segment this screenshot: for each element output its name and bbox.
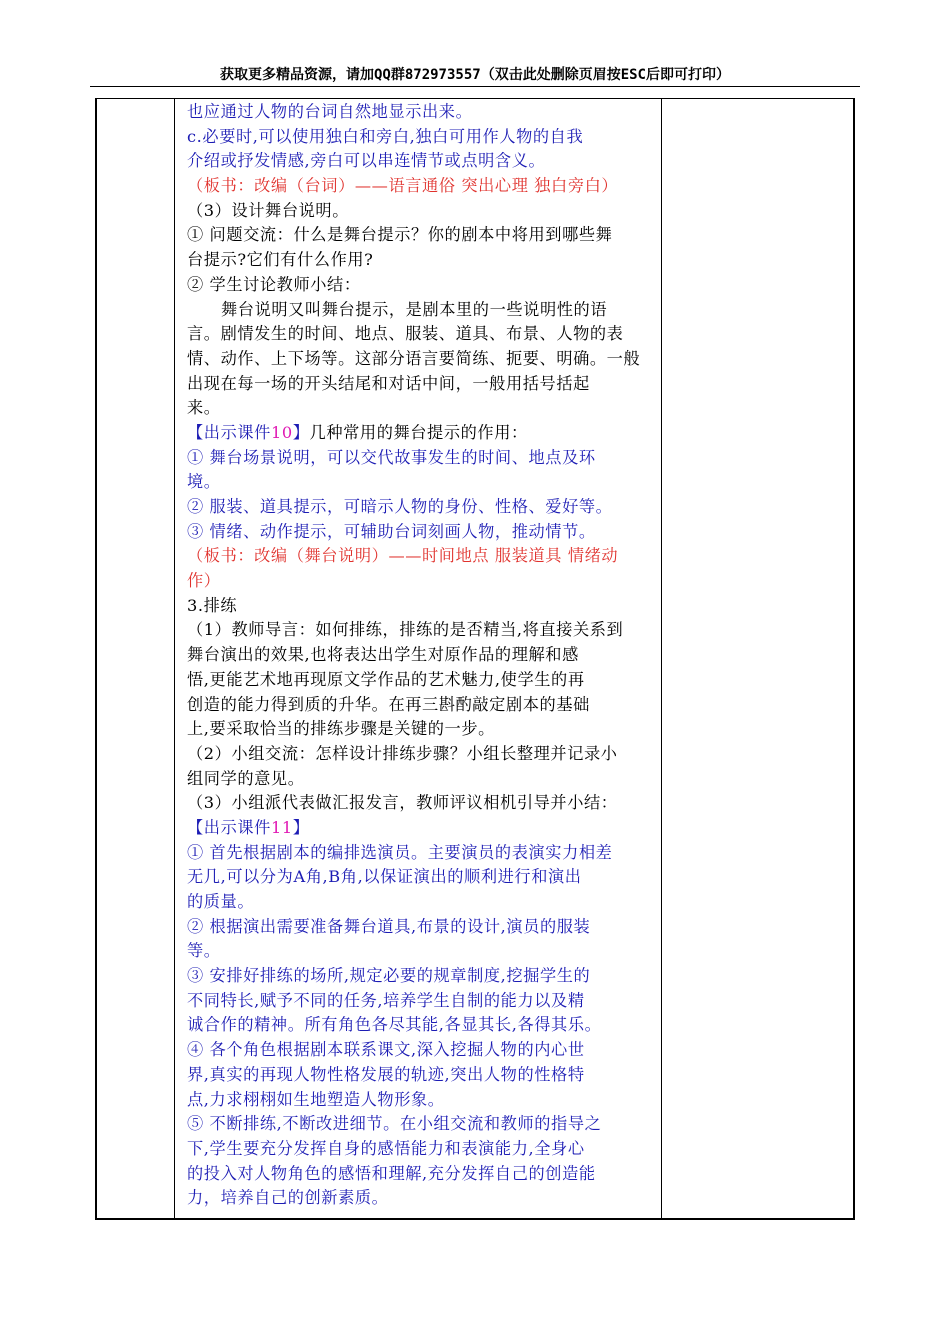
- text-segment: 】: [292, 817, 310, 837]
- text-segment: ① 问题交流：什么是舞台提示？你的剧本中将用到哪些舞: [187, 225, 613, 245]
- table-divider-1: [174, 98, 175, 1220]
- text-line: [187, 964, 762, 989]
- text-line: [187, 1162, 762, 1187]
- text-line: [187, 569, 762, 594]
- table-border-bottom: [95, 1218, 855, 1220]
- text-line: [187, 125, 762, 150]
- text-line: [187, 668, 762, 693]
- text-segment: 舞台说明又叫舞台提示，是剧本里的一些说明性的语: [221, 299, 608, 319]
- text-line: [187, 791, 762, 816]
- text-segment: 上,要采取恰当的排练步骤是关键的一步。: [187, 719, 495, 739]
- lesson-content-cell: [187, 100, 762, 1211]
- text-line: [187, 199, 762, 224]
- text-segment: 台提示?它们有什么作用?: [187, 250, 374, 270]
- text-line: [187, 223, 762, 248]
- text-segment: 等。: [187, 941, 221, 961]
- text-line: [187, 446, 762, 471]
- text-segment: 10: [270, 422, 293, 442]
- text-segment: ③ 安排好排练的场所,规定必要的规章制度,挖掘学生的: [187, 966, 591, 986]
- text-segment: ④ 各个角色根据剧本联系课文,深入挖掘人物的内心世: [187, 1040, 585, 1060]
- text-line: [187, 149, 762, 174]
- text-segment: （1）教师导言：如何排练，排练的是否精当,将直接关系到: [187, 620, 624, 640]
- text-segment: 无几,可以分为A角,B角,以保证演出的顺利进行和演出: [187, 867, 582, 887]
- text-segment: 界,真实的再现人物性格发展的轨迹,突出人物的性格特: [187, 1064, 585, 1084]
- text-line: [187, 1137, 762, 1162]
- text-line: [187, 865, 762, 890]
- text-line: [187, 273, 762, 298]
- text-line: [187, 1013, 762, 1038]
- text-line: [187, 544, 762, 569]
- text-line: [187, 915, 762, 940]
- text-segment: 的投入对人物角色的感悟和理解,充分发挥自己的创造能: [187, 1163, 596, 1183]
- text-segment: 11: [270, 817, 293, 837]
- text-segment: 创造的能力得到质的升华。在再三斟酌敲定剧本的基础: [187, 694, 590, 714]
- text-segment: 悟,更能艺术地再现原文学作品的艺术魅力,使学生的再: [187, 669, 585, 689]
- text-segment: 】: [292, 422, 310, 442]
- text-line: [187, 717, 762, 742]
- table-border-right: [853, 98, 855, 1220]
- text-segment: 3.排练: [187, 595, 238, 615]
- text-segment: ① 首先根据剧本的编排选演员。主要演员的表演实力相差: [187, 842, 613, 862]
- text-line: [187, 396, 762, 421]
- text-segment: （3）小组派代表做汇报发言，教师评议相机引导并小结：: [187, 793, 618, 813]
- text-segment: 舞台演出的效果,也将表达出学生对原作品的理解和感: [187, 645, 579, 665]
- text-segment: c.必要时,可以使用独白和旁白,独白可用作人物的自我: [187, 126, 584, 146]
- text-segment: ② 学生讨论教师小结：: [187, 274, 361, 294]
- text-segment: 组同学的意见。: [187, 768, 305, 788]
- page-header: 获取更多精品资源，请加QQ群872973557（双击此处删除页眉按ESC后即可打印）: [219, 67, 730, 83]
- text-line: [187, 372, 762, 397]
- text-segment: ② 服装、道具提示，可暗示人物的身份、性格、爱好等。: [187, 497, 613, 516]
- text-segment: 【出示课件: [187, 817, 271, 837]
- text-line: [187, 421, 762, 446]
- text-segment: （板书：改编（台词）——语言通俗 突出心理 独白旁白）: [187, 176, 619, 196]
- text-line: [187, 470, 762, 495]
- text-segment: 的质量。: [187, 892, 255, 911]
- text-line: [187, 618, 762, 643]
- text-line: [187, 841, 762, 866]
- text-line: [187, 693, 762, 718]
- text-line: [187, 643, 762, 668]
- text-line: [187, 594, 762, 619]
- text-segment: 言。剧情发生的时间、地点、服装、道具、布景、人物的表: [187, 324, 624, 344]
- header-rule: [90, 86, 860, 87]
- text-segment: 情、动作、上下场等。这部分语言要简练、扼要、明确。一般: [187, 348, 641, 368]
- text-segment: 来。: [187, 398, 221, 418]
- text-line: [187, 174, 762, 199]
- text-line: [187, 939, 762, 964]
- text-line: [187, 347, 762, 372]
- text-line: [187, 767, 762, 792]
- text-segment: 介绍或抒发情感,旁白可以串连情节或点明含义。: [187, 151, 546, 171]
- text-segment: ③ 情绪、动作提示，可辅助台词刻画人物，推动情节。: [187, 521, 596, 541]
- text-line: [187, 248, 762, 273]
- text-segment: 也应通过人物的台词自然地显示出来。: [187, 102, 473, 121]
- text-segment: （2）小组交流：怎样设计排练步骤？小组长整理并记录小: [187, 743, 618, 763]
- lesson-table: [95, 98, 855, 1220]
- text-line: [187, 989, 762, 1014]
- text-line: [187, 1038, 762, 1063]
- text-line: [187, 520, 762, 545]
- text-line: [187, 1063, 762, 1088]
- text-segment: 力，培养自己的创新素质。: [187, 1188, 389, 1208]
- text-segment: 【出示课件: [187, 422, 271, 442]
- text-segment: 几种常用的舞台提示的作用：: [309, 422, 528, 442]
- text-segment: ① 舞台场景说明，可以交代故事发生的时间、地点及环: [187, 447, 596, 467]
- table-border-left: [95, 98, 97, 1220]
- text-segment: 下,学生要充分发挥自身的感悟能力和表演能力,全身心: [187, 1138, 585, 1158]
- text-line: [187, 742, 762, 767]
- text-line: [187, 816, 762, 841]
- text-line: [187, 298, 762, 323]
- text-segment: （板书：改编（舞台说明）——时间地点 服装道具 情绪动: [187, 546, 619, 566]
- text-segment: 诚合作的精神。所有角色各尽其能,各显其长,各得其乐。: [187, 1015, 602, 1035]
- text-line: [187, 1088, 762, 1113]
- text-segment: 境。: [187, 472, 221, 492]
- text-line: [187, 100, 762, 125]
- text-segment: 点,力求栩栩如生地塑造人物形象。: [187, 1089, 445, 1109]
- text-line: [187, 495, 762, 520]
- text-line: [187, 1186, 762, 1211]
- text-segment: 出现在每一场的开头结尾和对话中间，一般用括号括起: [187, 373, 590, 393]
- text-line: [187, 322, 762, 347]
- text-line: [187, 890, 762, 915]
- text-segment: ⑤ 不断排练,不断改进细节。在小组交流和教师的指导之: [187, 1114, 602, 1134]
- text-segment: 不同特长,赋予不同的任务,培养学生自制的能力以及精: [187, 990, 585, 1010]
- text-segment: 作）: [187, 571, 221, 591]
- text-segment: （3）设计舞台说明。: [187, 200, 349, 220]
- text-segment: ② 根据演出需要准备舞台道具,布景的设计,演员的服装: [187, 916, 591, 936]
- text-line: [187, 1112, 762, 1137]
- table-border-top: [95, 98, 855, 99]
